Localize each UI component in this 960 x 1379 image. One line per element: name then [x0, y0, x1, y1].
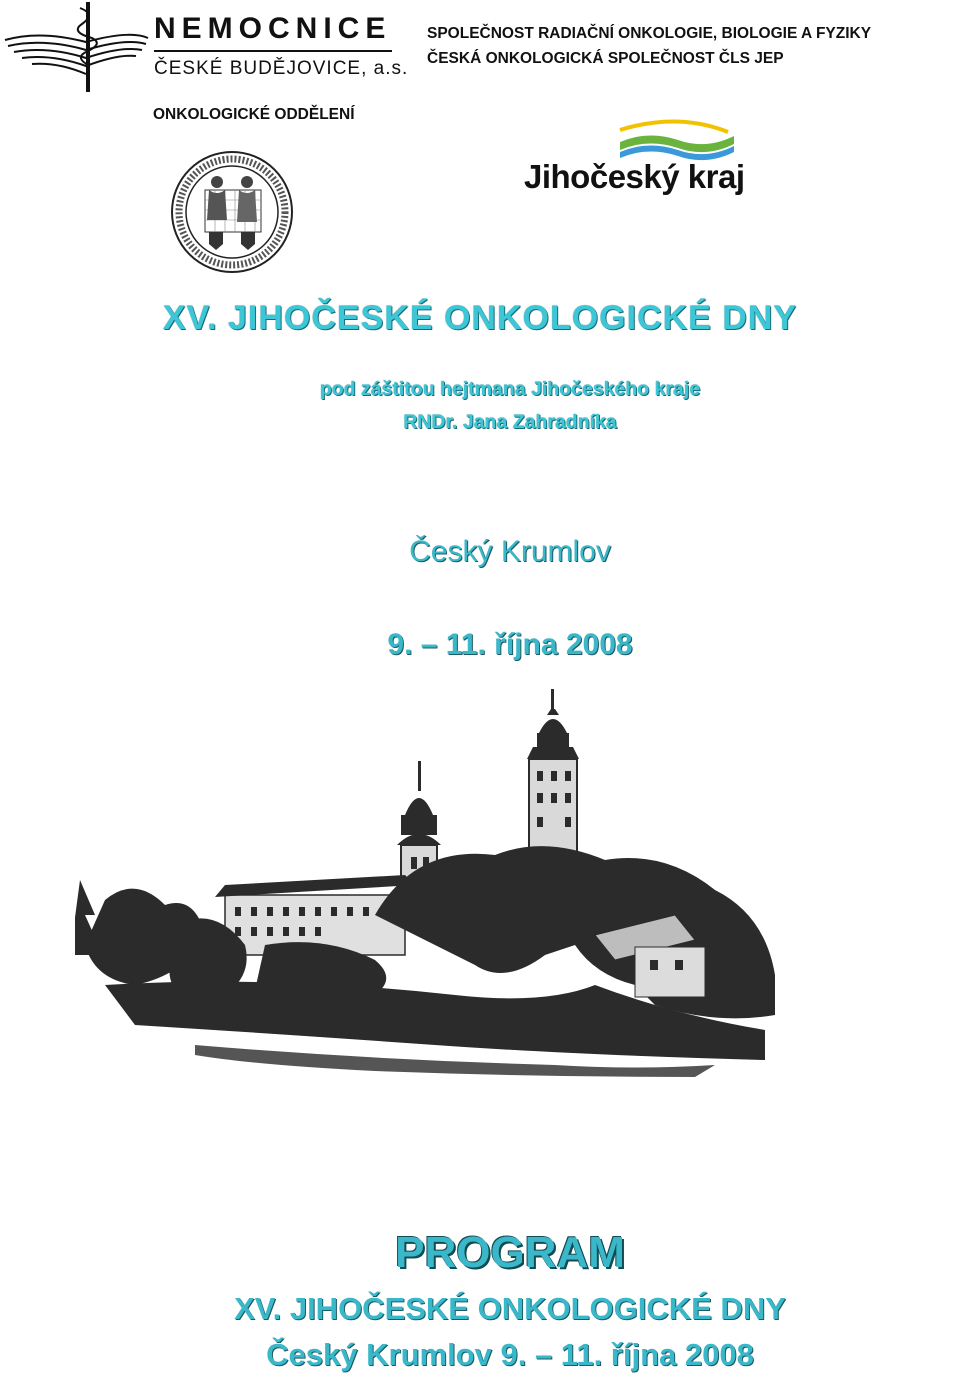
event-title: XV. JIHOČESKÉ ONKOLOGICKÉ DNY [162, 299, 798, 337]
society-line-1: SPOLEČNOST RADIAČNÍ ONKOLOGIE, BIOLOGIE A FYZIKY [427, 25, 872, 42]
medical-chamber-seal [165, 150, 300, 275]
region-name: Jihočeský kraj [524, 158, 745, 195]
footer-place-dates: Český Krumlov 9. – 11. října 2008 [266, 1337, 754, 1372]
patronage-line-1: pod záštitou hejtmana Jihočeského kraje [319, 378, 701, 400]
hospital-name: NEMOCNICE [154, 12, 392, 45]
society-line-2: ČESKÁ ONKOLOGICKÁ SPOLEČNOST ČLS JEP [427, 50, 784, 67]
event-dates: 9. – 11. října 2008 [387, 628, 633, 661]
footer-event-title: XV. JIHOČESKÉ ONKOLOGICKÉ DNY [234, 1291, 786, 1326]
program-label: PROGRAM [395, 1228, 625, 1277]
castle-illustration [75, 685, 795, 1105]
department-name: ONKOLOGICKÉ ODDĚLENÍ [153, 106, 355, 123]
hospital-city: ČESKÉ BUDĚJOVICE, a.s. [154, 58, 409, 79]
logo-divider [154, 50, 392, 52]
event-venue: Český Krumlov [409, 535, 611, 568]
patronage-line-2: RNDr. Jana Zahradníka [403, 411, 617, 433]
